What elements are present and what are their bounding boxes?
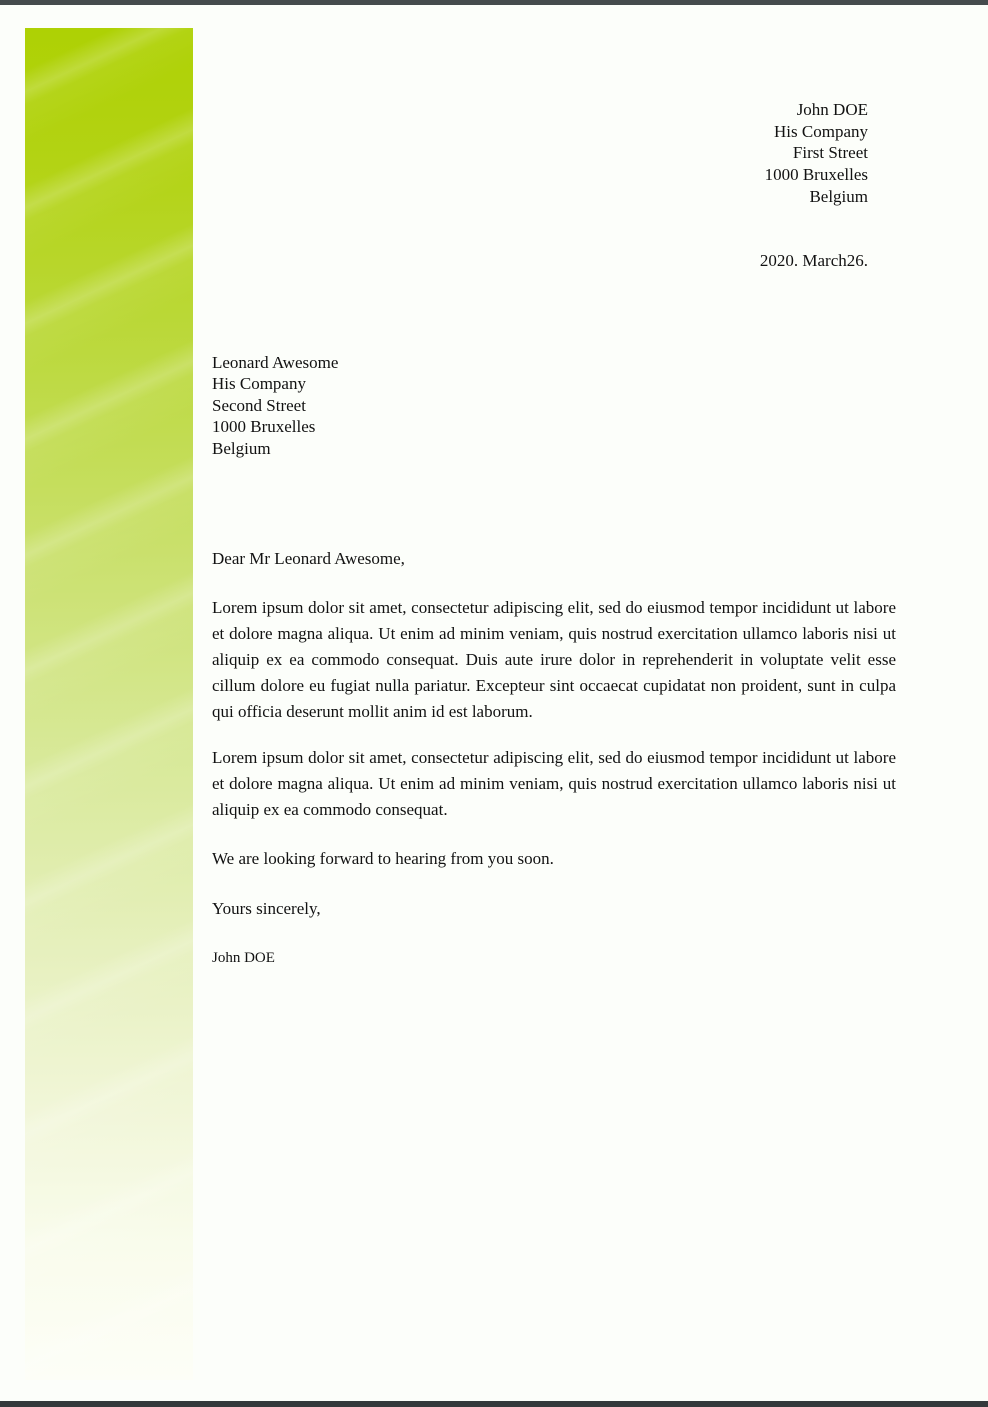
letter-date: 2020. March26. bbox=[759, 251, 868, 270]
sender-address-block bbox=[212, 99, 868, 208]
recipient-address-block bbox=[212, 352, 712, 459]
sender-country: Belgium bbox=[809, 186, 868, 206]
recipient-country: Belgium bbox=[212, 438, 271, 458]
sender-name: John DOE bbox=[796, 100, 868, 119]
closing-line: We are looking forward to hearing from you soon. bbox=[212, 849, 554, 868]
bottom-rule bbox=[0, 1401, 988, 1407]
recipient-city: 1000 Bruxelles bbox=[212, 417, 316, 437]
recipient-name: Leonard Awesome bbox=[212, 353, 339, 372]
left-accent-gradient-stripe bbox=[25, 28, 193, 1380]
recipient-street: Second Street bbox=[212, 395, 306, 415]
valediction: Yours sincerely, bbox=[212, 899, 321, 918]
top-rule bbox=[0, 0, 988, 5]
sender-city: 1000 Bruxelles bbox=[764, 165, 868, 185]
salutation: Dear Mr Leonard Awesome, bbox=[212, 549, 405, 568]
sender-street: First Street bbox=[792, 143, 868, 163]
recipient-company: His Company bbox=[212, 374, 306, 394]
body-paragraph-2: Lorem ipsum dolor sit amet, consectetur adipiscing elit, sed do eiusmod tempor incididunt ut labore et dolore magna aliqua. Ut enim ad minim veniam, quis nostrud exercitation ullamco laboris nisi ut aliquip ex ea commodo consequat. bbox=[212, 748, 896, 819]
body-paragraph-1: Lorem ipsum dolor sit amet, consectetur adipiscing elit, sed do eiusmod tempor incididunt ut labore et dolore magna aliqua. Ut enim ad minim veniam, quis nostrud exercitation ullamco laboris nisi ut aliquip ex ea commodo consequat. Duis aute irure dolor in reprehenderit in voluptate velit esse cillum dolore eu fugiat nulla pariatur. Excepteur sint occaecat cupidatat non proident, sunt in culpa qui officia deserunt mollit anim id est laborum. bbox=[212, 598, 896, 721]
signature-name: John DOE bbox=[212, 950, 275, 966]
sender-company: His Company bbox=[774, 121, 868, 141]
